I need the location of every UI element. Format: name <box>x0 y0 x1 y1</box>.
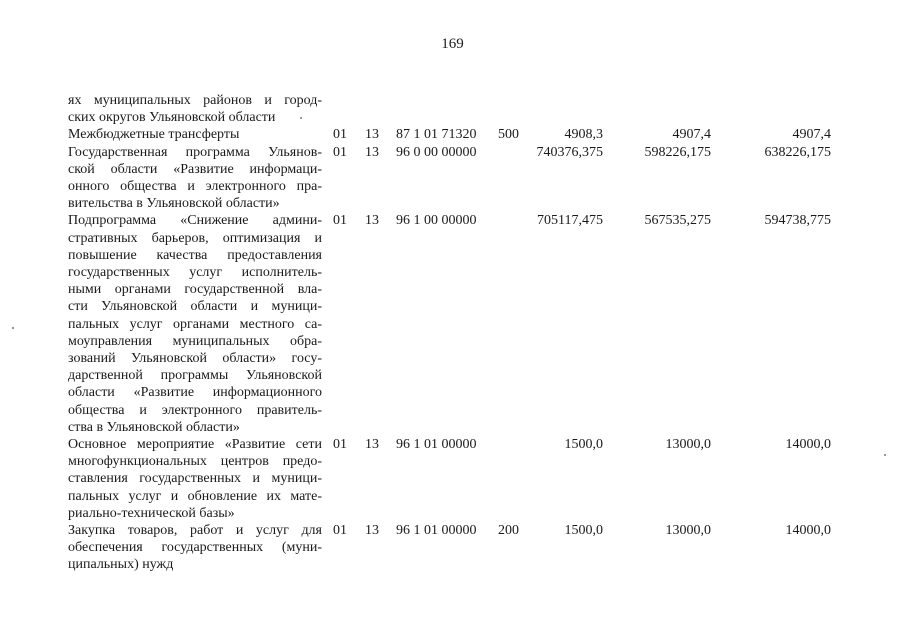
target-article-code: 96 0 00 00000 <box>396 144 477 160</box>
table-row <box>0 212 905 436</box>
row-name-line: обеспечения государственных (муни- <box>68 540 322 556</box>
row-name-line: пальных услуг и обновление их мате- <box>68 488 322 504</box>
amount-year-3: 14000,0 <box>785 523 831 539</box>
row-name <box>68 92 322 126</box>
row-name-line: моуправления муниципальных обра- <box>68 333 322 349</box>
row-name-line: повышение качества предоставления <box>68 247 322 263</box>
amount-year-2: 598226,175 <box>644 144 711 160</box>
amount-year-3: 14000,0 <box>785 437 831 453</box>
row-name-line: государственных услуг исполнитель- <box>68 265 322 281</box>
row-name-line: ских округов Ульяновской области <box>68 110 276 126</box>
amount-year-2: 13000,0 <box>665 523 711 539</box>
target-article-code: 96 1 00 00000 <box>396 213 477 229</box>
row-name-line: пальных услуг органами местного са- <box>68 316 322 332</box>
expense-type-code: 500 <box>498 127 519 143</box>
row-name-line: зований Ульяновской области» госу- <box>68 351 322 367</box>
row-name-line: ставления государственных и муници- <box>68 471 322 487</box>
table-row <box>0 144 905 213</box>
target-article-code: 96 1 01 00000 <box>396 523 477 539</box>
table-row <box>0 436 905 522</box>
row-name-line: ства в Ульяновской области» <box>68 419 240 435</box>
amount-year-2: 13000,0 <box>665 437 711 453</box>
section-code: 01 <box>333 127 347 143</box>
row-name <box>68 126 322 143</box>
amount-year-1: 705117,475 <box>537 213 603 229</box>
table-row <box>0 522 905 574</box>
amount-year-3: 638226,175 <box>764 144 831 160</box>
table-row <box>0 126 905 143</box>
scan-speck <box>300 117 302 119</box>
page-number: 169 <box>441 36 464 52</box>
row-name-line: Закупка товаров, работ и услуг для <box>68 523 322 539</box>
row-name-line: риально-технической базы» <box>68 505 235 521</box>
subsection-code: 13 <box>365 213 379 229</box>
amount-year-1: 1500,0 <box>564 523 603 539</box>
amount-year-1: 4908,3 <box>564 127 603 143</box>
row-name-line: ципальных) нужд <box>68 557 174 573</box>
row-name <box>68 522 322 574</box>
row-name-line: стративных барьеров, оптимизация и <box>68 230 322 246</box>
expense-type-code: 200 <box>498 523 519 539</box>
subsection-code: 13 <box>365 144 379 160</box>
amount-year-2: 4907,4 <box>672 127 711 143</box>
section-code: 01 <box>333 213 347 229</box>
row-name-line: многофункциональных центров предо- <box>68 454 322 470</box>
row-name-line: сти Ульяновской области и муници- <box>68 299 322 315</box>
section-code: 01 <box>333 437 347 453</box>
row-name-line: ях муниципальных районов и город- <box>68 93 322 108</box>
subsection-code: 13 <box>365 127 379 143</box>
scan-speck <box>884 454 886 456</box>
table-row <box>0 92 905 126</box>
target-article-code: 87 1 01 71320 <box>396 127 477 143</box>
amount-year-1: 1500,0 <box>564 437 603 453</box>
row-name-line: ными органами государственной вла- <box>68 282 322 298</box>
amount-year-2: 567535,275 <box>644 213 711 229</box>
scan-speck <box>12 327 14 329</box>
row-name-line: Межбюджетные трансферты <box>68 127 240 143</box>
row-name-line: ской области «Развитие информаци- <box>68 161 322 177</box>
target-article-code: 96 1 01 00000 <box>396 437 477 453</box>
row-name-line: онного общества и электронного пра- <box>68 179 322 195</box>
row-name-line: Основное мероприятие «Развитие сети <box>68 437 322 453</box>
subsection-code: 13 <box>365 437 379 453</box>
row-name-line: общества и электронного правитель- <box>68 402 322 418</box>
row-name <box>68 144 322 213</box>
budget-table <box>0 92 905 574</box>
amount-year-3: 594738,775 <box>764 213 831 229</box>
row-name <box>68 212 322 436</box>
row-name-line: Подпрограмма «Снижение админи- <box>68 213 322 229</box>
row-name-line: вительства в Ульяновской области» <box>68 196 280 212</box>
row-name <box>68 436 322 522</box>
subsection-code: 13 <box>365 523 379 539</box>
section-code: 01 <box>333 523 347 539</box>
amount-year-3: 4907,4 <box>792 127 831 143</box>
row-name-line: Государственная программа Ульянов- <box>68 144 322 160</box>
row-name-line: дарственной программы Ульяновской <box>68 368 322 384</box>
amount-year-1: 740376,375 <box>536 144 603 160</box>
section-code: 01 <box>333 144 347 160</box>
row-name-line: области «Развитие информационного <box>68 385 322 401</box>
